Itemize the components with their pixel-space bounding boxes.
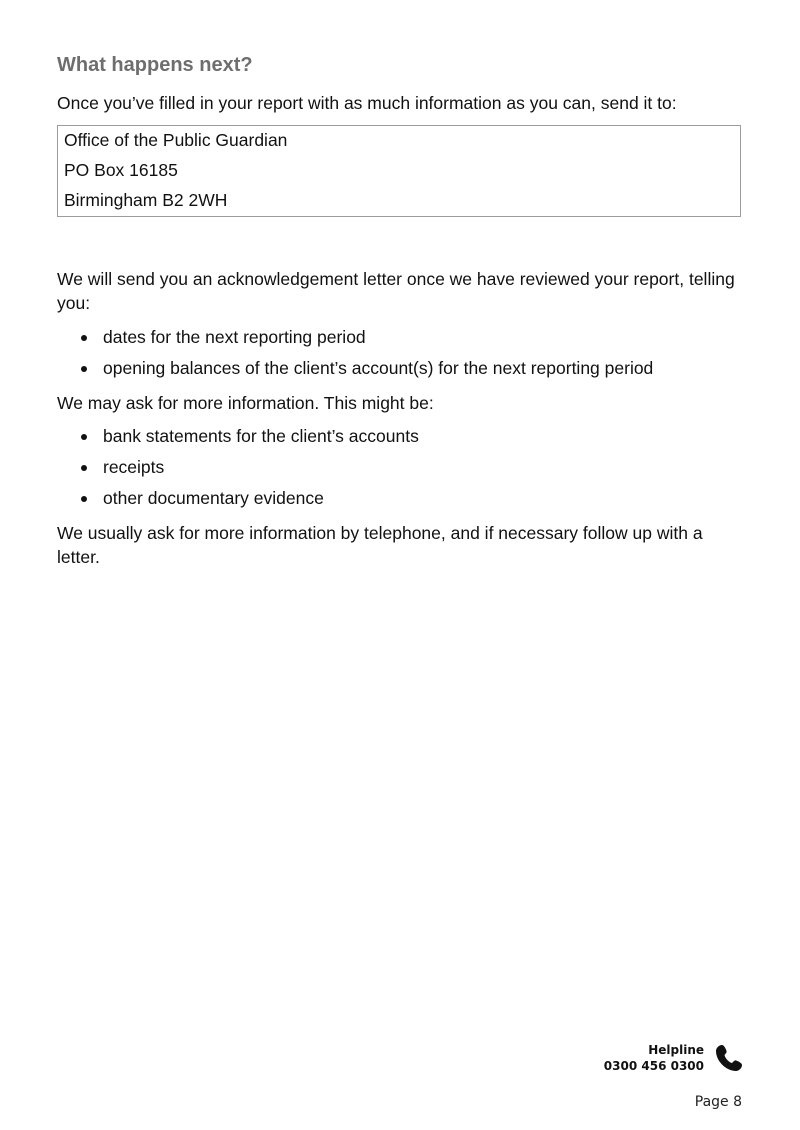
phone-icon: [714, 1043, 744, 1073]
list-item-text: other documentary evidence: [103, 488, 324, 508]
list-item-text: dates for the next reporting period: [103, 327, 366, 347]
page-number: Page 8: [694, 1094, 742, 1110]
helpline-label: Helpline: [648, 1043, 704, 1057]
list-item-text: opening balances of the client’s account(s) for the next reporting period: [103, 358, 654, 378]
acknowledgement-paragraph: We will send you an acknowledgement letter once we have reviewed your report, telling you:: [57, 269, 735, 313]
helpline-info: [590, 1042, 704, 1074]
list-item: [57, 455, 419, 486]
address-line-city-postcode: Birmingham B2 2WH: [64, 190, 228, 210]
address-box: [57, 125, 741, 217]
intro-paragraph: Once you’ve filled in your report with as much information as you can, send it to:: [57, 93, 677, 113]
bullet-icon: [81, 366, 87, 372]
more-information-list: [57, 424, 419, 517]
section-heading: What happens next?: [57, 54, 253, 76]
bullet-icon: [81, 434, 87, 440]
list-item-text: bank statements for the client’s accounts: [103, 426, 419, 446]
list-item-text: receipts: [103, 457, 165, 477]
list-item: [57, 486, 419, 517]
closing-paragraph: We usually ask for more information by telephone, and if necessary follow up with a letter.: [57, 523, 703, 567]
acknowledgement-list: [57, 325, 653, 387]
bullet-icon: [81, 335, 87, 341]
list-item: [57, 424, 419, 455]
address-line-po-box: PO Box 16185: [64, 160, 178, 180]
list-item: [57, 356, 653, 387]
list-item: [57, 325, 653, 356]
more-information-paragraph: We may ask for more information. This might be:: [57, 393, 434, 413]
address-line-organisation: Office of the Public Guardian: [64, 130, 288, 150]
helpline-number: 0300 456 0300: [603, 1059, 704, 1073]
bullet-icon: [81, 465, 87, 471]
bullet-icon: [81, 496, 87, 502]
